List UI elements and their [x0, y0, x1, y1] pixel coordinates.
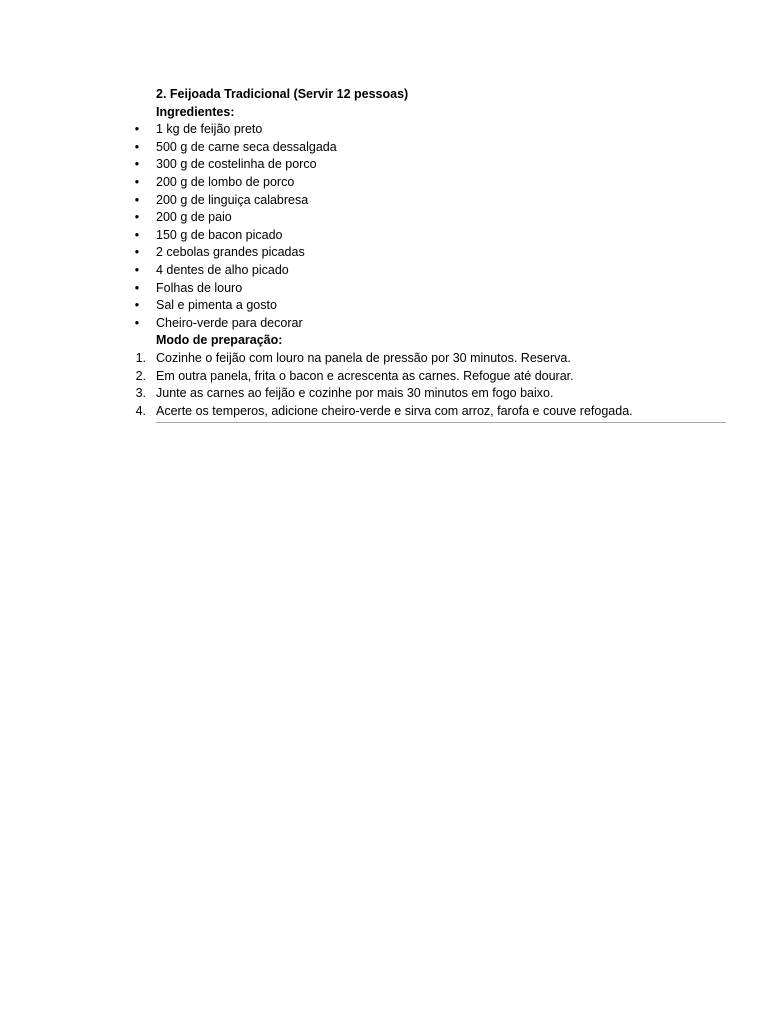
horizontal-rule — [156, 422, 726, 423]
ingredient-text: 4 dentes de alho picado — [156, 262, 289, 277]
step-number: 3. — [135, 386, 146, 401]
steps-list — [135, 350, 726, 420]
ingredient-text: 2 cebolas grandes picadas — [156, 245, 305, 260]
list-item — [135, 403, 726, 421]
list-item — [134, 192, 726, 210]
list-item — [134, 121, 726, 139]
ingredient-text: 200 g de linguiça calabresa — [156, 192, 309, 207]
step-number: 4. — [135, 403, 146, 418]
bullet-icon: • — [134, 157, 140, 172]
ingredient-text: 200 g de lombo de porco — [156, 174, 295, 189]
ingredients-list — [134, 121, 726, 332]
list-item — [134, 262, 726, 280]
list-item — [135, 350, 726, 368]
step-text: Junte as carnes ao feijão e cozinhe por mais 30 minutos em fogo baixo. — [156, 386, 554, 401]
list-item — [134, 209, 726, 227]
bullet-icon: • — [134, 122, 140, 137]
ingredient-text: 300 g de costelinha de porco — [156, 157, 317, 172]
list-item — [135, 385, 726, 403]
ingredient-text: 200 g de paio — [156, 210, 232, 225]
step-text: Acerte os temperos, adicione cheiro-verde e sirva com arroz, farofa e couve refogada. — [156, 403, 633, 418]
ingredient-text: 1 kg de feijão preto — [156, 122, 263, 137]
recipe-section — [134, 86, 726, 423]
list-item — [134, 244, 726, 262]
list-item — [134, 174, 726, 192]
bullet-icon: • — [134, 174, 140, 189]
bullet-icon: • — [134, 227, 140, 242]
list-item — [134, 315, 726, 333]
ingredient-text: 150 g de bacon picado — [156, 227, 283, 242]
list-item — [134, 297, 726, 315]
list-item — [134, 280, 726, 298]
bullet-icon: • — [134, 315, 140, 330]
bullet-icon: • — [134, 192, 140, 207]
list-item — [134, 227, 726, 245]
bullet-icon: • — [134, 210, 140, 225]
bullet-icon: • — [134, 245, 140, 260]
step-number: 1. — [135, 350, 146, 365]
ingredient-text: Cheiro-verde para decorar — [156, 315, 303, 330]
list-item — [135, 368, 726, 386]
bullet-icon: • — [134, 139, 140, 154]
step-text: Cozinhe o feijão com louro na panela de pressão por 30 minutos. Reserva. — [156, 350, 571, 365]
list-item — [134, 156, 726, 174]
ingredient-text: Folhas de louro — [156, 280, 243, 295]
bullet-icon: • — [134, 262, 140, 277]
step-number: 2. — [135, 368, 146, 383]
recipe-title: 2. Feijoada Tradicional (Servir 12 pessoas) — [156, 87, 409, 101]
step-text: Em outra panela, frita o bacon e acrescenta as carnes. Refogue até dourar. — [156, 368, 574, 383]
bullet-icon: • — [134, 280, 140, 295]
ingredient-text: 500 g de carne seca dessalgada — [156, 139, 337, 154]
bullet-icon: • — [134, 298, 140, 313]
method-heading: Modo de preparação: — [156, 333, 283, 348]
list-item — [134, 139, 726, 157]
ingredient-text: Sal e pimenta a gosto — [156, 298, 277, 313]
ingredients-heading: Ingredientes: — [156, 104, 235, 119]
